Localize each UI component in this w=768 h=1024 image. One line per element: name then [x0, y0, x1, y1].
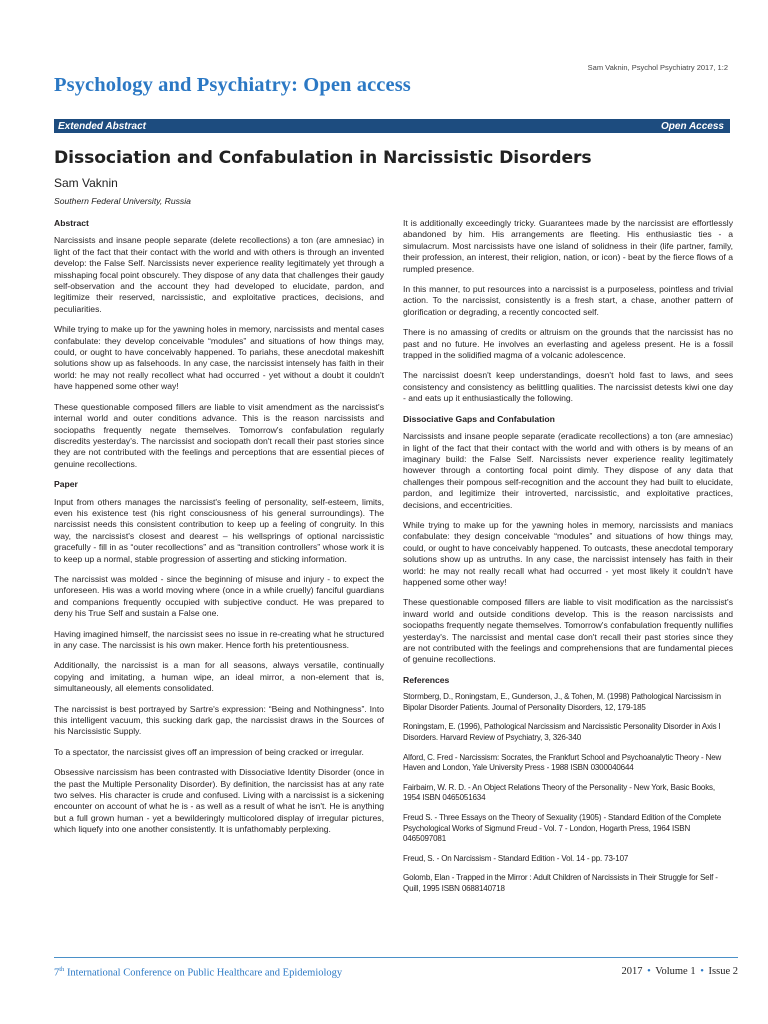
- paper-paragraph: Obsessive narcissism has been contrasted with Dissociative Identity Disorder (once in the past the Multiple Personality Disorder). By definition, the narcissist has at any rate two selves. His character is crude and confused. Living with a narcissist is a sickening encounter on account of what he is - as well as a result of what he isn't. He is anything but a full grown human - yet a bewilderingly multicolored display of irregular pictures, which liquefy into one another consistently. It is unfathomably perplexing.: [54, 767, 384, 835]
- body-paragraph: There is no amassing of credits or altruism on the grounds that the narcissist has no past and no future. He involves an everlasting and ageless present. He is a fossil trapped in the solidified magma of a volcanic adolescence.: [403, 327, 733, 361]
- article-title: Dissociation and Confabulation in Narcissistic Disorders: [54, 148, 592, 168]
- reference-item: Freud, S. - On Narcissism - Standard Edition - Vol. 14 - pp. 73-107: [403, 853, 629, 863]
- ordinal-suffix: th: [59, 966, 65, 973]
- dissociative-paragraph: Narcissists and insane people separate (eradicate recollections) a ton (are amnesiac) in light of the fact that their contact with the world and with others is by means of an imaginary build: the False Self. Narcissists never experience reality legitimately however through a contorting focal point dimly. They dispose of any data that challenges their pompous self-recognition and the account they had built to elucidate, pardon, and legitimize their introverted, narcissistic, and exploitative practices, decisions, and eccentricities.: [403, 431, 733, 510]
- paper-heading: Paper: [54, 479, 78, 490]
- body-paragraph: In this manner, to put resources into a narcissist is a purposeless, pointless and trivial action. To the narcissist, consistently is a fresh start, a chase, another pattern of glorification or degrading, a recently concocted self.: [403, 284, 733, 317]
- running-citation: Sam Vaknin, Psychol Psychiatry 2017, 1:2: [587, 63, 728, 72]
- paper-paragraph: The narcissist was molded - since the beginning of misuse and injury - to expect the unforeseen. His was a world moving where (once in a while cruelly) fanciful guardians and companions frequently occupied with subjective conduct. He was prepared to deny his True Self and sustain a False one.: [54, 573, 384, 619]
- dissociative-heading: Dissociative Gaps and Confabulation: [403, 413, 555, 424]
- right-column: [403, 218, 733, 904]
- section-bar: [54, 119, 730, 133]
- conference-ordinal: 7: [54, 967, 60, 979]
- article-type-label: Extended Abstract: [58, 120, 146, 132]
- footer-conference: [54, 966, 342, 979]
- reference-item: Alford, C. Fred - Narcissism: Socrates, the Frankfurt School and Psychoanalytic Theory - New Haven and London, Yale University Press - 1988 ISBN 0300040644: [403, 752, 722, 773]
- reference-item: Roningstam, E. (1996), Pathological Narcissism and Narcissistic Personality Disorder in Axis I Disorders. Harvard Review of Psychiatry, 3, 326-340: [403, 722, 721, 742]
- reference-item: Freud S. - Three Essays on the Theory of Sexuality (1905) - Standard Edition of the Complete Psychological Works of Sigmund Freud - Vol. 7 - London, Hogarth Press, 1964 ISBN 0465097081: [403, 812, 722, 844]
- body-paragraph: The narcissist doesn't keep understandings, doesn't hold fast to laws, and sees consistency and consistency as belittling qualities. The narcissist detests kiwi one day - and eats up it enthusiastically the following.: [403, 370, 733, 404]
- separator-dot: •: [700, 966, 704, 977]
- journal-name: Psychology and Psychiatry: Open access: [54, 74, 411, 96]
- paper-paragraph: Input from others manages the narcissist's feeling of personality, self-esteem, limits, even his existence test (his right consciousness of his general surroundings). The narcissist needs this consistent contribution to keep up a feeling of congruity. In this way, the narcissist's closest and dearest – his wellsprings of optional narcissistic gracefully - fill in as “outer recollections” and as “transition controllers” whose work it is to keep up a normal, stable progression of asserting and sticking information.: [54, 496, 384, 564]
- reference-item: Golomb, Elan - Trapped in the Mirror : Adult Children of Narcissists in Their Struggle for Self - Quill, 1995 ISBN 0688140718: [403, 873, 718, 893]
- abstract-paragraph: While trying to make up for the yawning holes in memory, narcissists and mental cases confabulate: they develop conceivable “modules” and situations of how things may, could, or ought to have conceivably happened. To pariahs, these anecdotal makeshift solutions show up as falsehoods. In any case, the narcissist intensely has faith in their world: he may not really recollect what had occurred - yet without a doubt it couldn't have happened some other way!: [54, 324, 384, 392]
- footer-divider: [54, 957, 738, 958]
- footer-issue: [621, 966, 738, 977]
- abstract-paragraph: Narcissists and insane people separate (delete recollections) a ton (are amnesiac) in light of the fact that their contact with the world and with others is through an invented develop: the False Self. Narcissists never experience reality legitimately yet through a misshaping focal point obscurely. They dispose of any data that challenges their gaudy self-observation and the account they had developed to elucidate, pardon, and legitimize their reserved, narcissistic, and exploitative practices, decisions, and peculiarities.: [54, 235, 384, 314]
- abstract-paragraph: These questionable composed fillers are liable to visit amendment as the narcissist's internal world and outer conditions advance. This is the reason narcissists and sociopaths frequently negate themselves. Tomorrow's confabulation regularly discredits yesterday's. The narcissist and sociopath don't recall their past stories since they are not contributed with the feelings and perceptions that are essential pieces of genuine recollections.: [54, 401, 384, 469]
- left-column: [54, 218, 384, 845]
- footer-issue-number: Issue 2: [708, 966, 738, 977]
- reference-item: Fairbairn, W. R. D. - An Object Relations Theory of the Personality - New York, Basic Books, 1954 ISBN 0465051634: [403, 782, 715, 803]
- paper-paragraph: The narcissist is best portrayed by Sartre's expression: “Being and Nothingness”. Into this intelligent vacuum, this sucking dark gap, the narcissist draws in the Sources of his Narcissistic Supply.: [54, 703, 384, 737]
- abstract-heading: Abstract: [54, 218, 89, 228]
- footer-year: 2017: [621, 966, 643, 977]
- dissociative-paragraph: These questionable composed fillers are liable to visit modification as the narcissist's inward world and outside conditions develop. This is the reason narcissists and sociopaths frequently negate themselves. Tomorrow's confabulation frequently nullifies yesterday's. The narcissist and mental case don't recall their past stories since they are not contributed with the feelings and comprehensions that are fundamental pieces of genuine recollections.: [403, 597, 733, 665]
- reference-item: Stormberg, D., Roningstam, E., Gunderson, J., & Tohen, M. (1998) Pathological Narcissism in Bipolar Disorder Patients. Journal of Personality Disorders, 12, 179-185: [403, 692, 721, 712]
- separator-dot: •: [647, 966, 651, 977]
- author-name: Sam Vaknin: [54, 176, 118, 190]
- dissociative-paragraph: While trying to make up for the yawning holes in memory, narcissists and maniacs confabulate: they design conceivable “modules” and situations of how things may, could, or ought to have conceivably happened. To outcasts, these anecdotal temporary solutions show up as untruths. In any case, the narcissist intensely has faith in their world: he may not really recall what had occurred - yet most likely it couldn't have happened some other way!: [403, 519, 733, 587]
- footer-volume: Volume 1: [655, 966, 696, 977]
- author-affiliation: Southern Federal University, Russia: [54, 196, 191, 206]
- conference-name: International Conference on Public Healthcare and Epidemiology: [64, 967, 343, 979]
- paper-paragraph: Additionally, the narcissist is a man for all seasons, always versatile, continually copying and imitating, a human wipe, an ideal mirror, a non-element that is, simultaneously, all elements consolidated.: [54, 660, 384, 694]
- paper-paragraph: Having imagined himself, the narcissist sees no issue in re-creating what he structured in any case. The narcissist is his own maker. Hence forth his pretentiousness.: [54, 628, 384, 650]
- open-access-label: Open Access: [661, 120, 724, 132]
- references-heading: References: [403, 674, 450, 685]
- paper-paragraph: To a spectator, the narcissist gives off an impression of being cracked or irregular.: [54, 746, 364, 757]
- body-paragraph: It is additionally exceedingly tricky. Guarantees made by the narcissist are effortlessly abandoned by him. His arrangements are fleeting. His enthusiastic ties - a simulacrum. Most narcissists have one island of solidness in their (life partner, family, their profession, an interest, their religion, nation, or icon) - beat by the fierce flows of a rumpled presence.: [403, 218, 733, 274]
